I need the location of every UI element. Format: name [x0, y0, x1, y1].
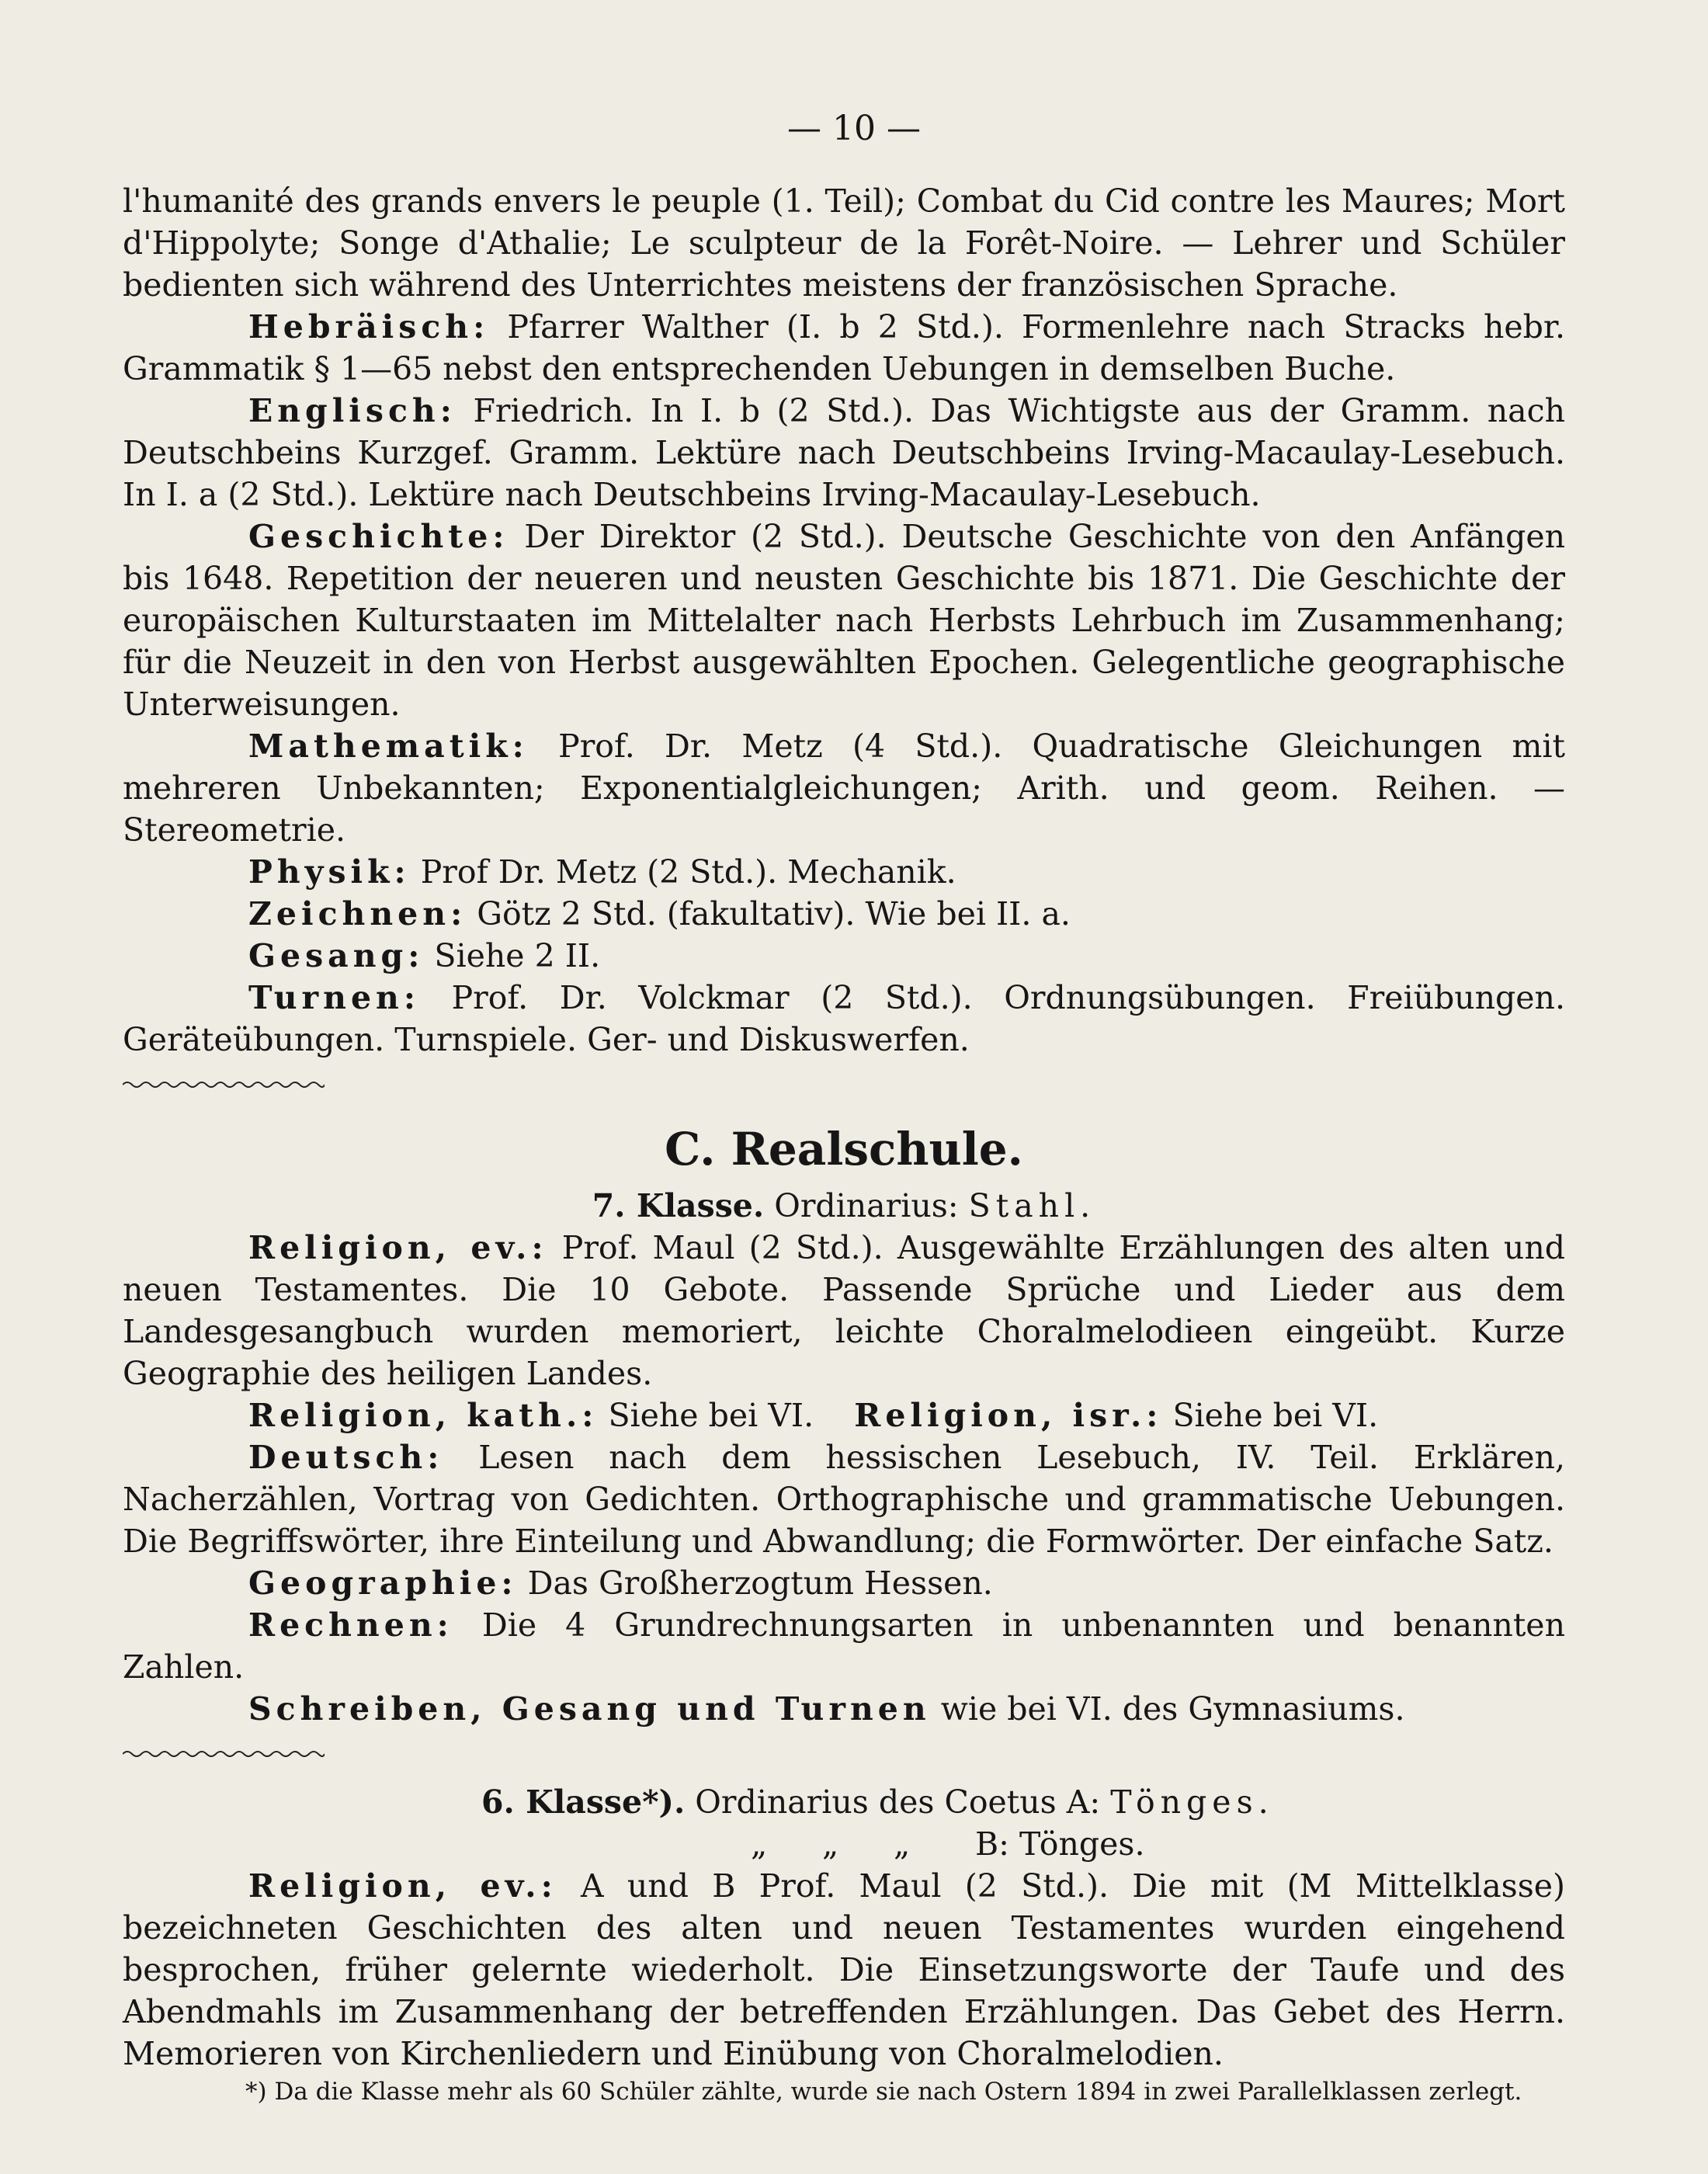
ordinarius-label: Ordinarius des Coetus A:	[695, 1783, 1101, 1821]
entry-rechnen	[123, 1604, 1565, 1688]
entry-text: Friedrich. In I. b (2 Std.). Das Wichtigste aus der Gramm. nach Deutschbeins Kurzgef. Gramm. Lektüre nach Deutschbeins Irving-Macaulay-Lesebuch. In I. a (2 Std.). Lektüre nach Deutschbeins Irving-Macaulay-Lesebuch.	[123, 392, 1565, 513]
entry-text: A und B Prof. Maul (2 Std.). Die mit (M Mittelklasse) bezeichneten Geschichten des alten und neuen Testamentes wurden eingehend besprochen, früher gelernte wiederholt. Die Einsetzungsworte der Taufe und des Abendmahls im Zusammenhang der betreffenden Erzählungen. Das Gebet des Herrn. Memorieren von Kirchenliedern und Einübung von Choralmelodien.	[123, 1867, 1565, 2072]
subject-label: Schreiben, Gesang und Turnen	[248, 1690, 931, 1728]
continuation-line: l'humanité des grands envers le peuple (1. Teil); Combat du Cid contre les Maures;	[123, 182, 1475, 220]
subject-label: Religion, isr.:	[854, 1397, 1163, 1434]
entry-text: Prof. Dr. Metz (4 Std.). Quadratische Gleichungen mit mehreren Unbekannten; Exponentialgleichungen; Arith. und geom. Reihen. — Stereometrie.	[123, 728, 1565, 849]
continuation-line: bedienten sich während des Unterrichtes meistens der französischen Sprache.	[123, 266, 1398, 304]
ditto-mark: „	[751, 1825, 768, 1863]
entry-zeichnen	[123, 893, 1565, 935]
subject-label: Religion, ev.:	[248, 1229, 548, 1266]
entry-text: wie bei VI. des Gymnasiums.	[940, 1690, 1405, 1728]
ordinarius-name: Tönges.	[1110, 1783, 1274, 1821]
class-6-heading	[123, 1781, 1565, 1823]
entry-hebraeisch	[123, 306, 1565, 390]
subject-label: Religion, ev.:	[248, 1867, 557, 1905]
entry-text: Das Großherzogtum Hessen.	[527, 1565, 993, 1602]
subject-label: Geographie:	[248, 1565, 518, 1602]
entry-text: Siehe 2 II.	[434, 937, 601, 974]
entry-religion-ev	[123, 1227, 1565, 1394]
entry-text: Lesen nach dem hessischen Lesebuch, IV. Teil. Erklären, Nacherzählen, Vortrag von Gedichten. Orthographische und grammatische Uebungen. Die Begriffswörter, ihre Einteilung und Abwandlung; die Formwörter. Der einfache Satz.	[123, 1439, 1565, 1560]
continuation-line: Mort d'Hippolyte; Songe d'Athalie; Le sculpteur de la Forêt-Noire. — Lehrer und Schüler	[123, 182, 1565, 262]
entry-religion-ev-class6	[123, 1865, 1565, 2075]
entry-text: Siehe bei VI.	[1172, 1397, 1379, 1434]
subject-label: Englisch:	[248, 392, 457, 429]
subject-label: Zeichnen:	[248, 895, 467, 932]
entry-text: Siehe bei VI.	[608, 1397, 814, 1434]
class-number: 6. Klasse*).	[481, 1783, 686, 1821]
entry-text: Der Direktor (2 Std.). Deutsche Geschichte von den Anfängen bis 1648. Repetition der neueren und neusten Geschichte bis 1871. Die Geschichte der europäischen Kulturstaaten im Mittelalter nach Herbsts Lehrbuch im Zusammenhang; für die Neuzeit in den von Herbst ausgewählten Epochen. Gelegentliche geographische Unterweisungen.	[123, 518, 1565, 723]
coetus-label: B:	[975, 1825, 1009, 1863]
entry-text: Prof Dr. Metz (2 Std.). Mechanik.	[420, 853, 956, 891]
entry-text: Prof. Dr. Volckmar (2 Std.). Ordnungsübungen. Freiübungen. Geräteübungen. Turnspiele. Ger- und Diskuswerfen.	[123, 979, 1565, 1058]
entry-religion-kath-isr	[123, 1394, 1565, 1436]
entry-englisch	[123, 390, 1565, 516]
subject-label: Rechnen:	[248, 1606, 453, 1644]
continuation-paragraph	[123, 180, 1565, 306]
class-7-heading	[123, 1185, 1565, 1227]
class-number: 7. Klasse.	[592, 1187, 765, 1224]
subject-label: Physik:	[248, 853, 411, 891]
entry-turnen	[123, 977, 1565, 1061]
section-title: C. Realschule.	[665, 1123, 1023, 1176]
ordinarius-name: Tönges.	[1019, 1825, 1145, 1863]
class-6-heading-coetus-b	[123, 1823, 1565, 1865]
section-divider	[123, 1078, 325, 1092]
section-divider	[123, 1747, 325, 1761]
subject-label: Geschichte:	[248, 518, 509, 555]
entry-gesang	[123, 935, 1565, 977]
entry-text: Die 4 Grundrechnungsarten in unbenannten und benannten Zahlen.	[123, 1606, 1565, 1686]
ditto-mark: „	[822, 1825, 839, 1863]
entry-text: Pfarrer Walther (I. b 2 Std.). Formenlehre nach Stracks hebr. Grammatik § 1—65 nebst den entsprechenden Uebungen in demselben Buche.	[123, 308, 1565, 387]
subject-label: Gesang:	[248, 937, 425, 974]
ordinarius-name: Stahl.	[968, 1187, 1096, 1224]
page-number: — 10 —	[787, 109, 921, 148]
subject-label: Turnen:	[248, 979, 420, 1016]
ditto-mark: „	[894, 1825, 911, 1863]
ordinarius-label: Ordinarius:	[774, 1187, 959, 1224]
subject-label: Hebräisch:	[248, 308, 490, 346]
subject-label: Deutsch:	[248, 1439, 444, 1476]
entry-physik	[123, 851, 1565, 893]
text-block	[123, 180, 1565, 2109]
entry-geschichte	[123, 516, 1565, 725]
footnote: *) Da die Klasse mehr als 60 Schüler zählte, wurde sie nach Ostern 1894 in zwei Parallelklassen zerlegt.	[245, 2078, 1522, 2106]
subject-label: Mathematik:	[248, 728, 529, 765]
entry-text: Götz 2 Std. (fakultativ). Wie bei II. a.	[477, 895, 1071, 932]
entry-mathematik	[123, 725, 1565, 851]
entry-deutsch	[123, 1436, 1565, 1562]
entry-geographie	[123, 1562, 1565, 1604]
subject-label: Religion, kath.:	[248, 1397, 599, 1434]
entry-schreiben-gesang-turnen	[123, 1688, 1565, 1730]
entry-text: Prof. Maul (2 Std.). Ausgewählte Erzählungen des alten und neuen Testamentes. Die 10 Gebote. Passende Sprüche und Lieder aus dem Landesgesangbuch wurden memoriert, leichte Choralmelodieen eingeübt. Kurze Geographie des heiligen Landes.	[123, 1229, 1565, 1392]
